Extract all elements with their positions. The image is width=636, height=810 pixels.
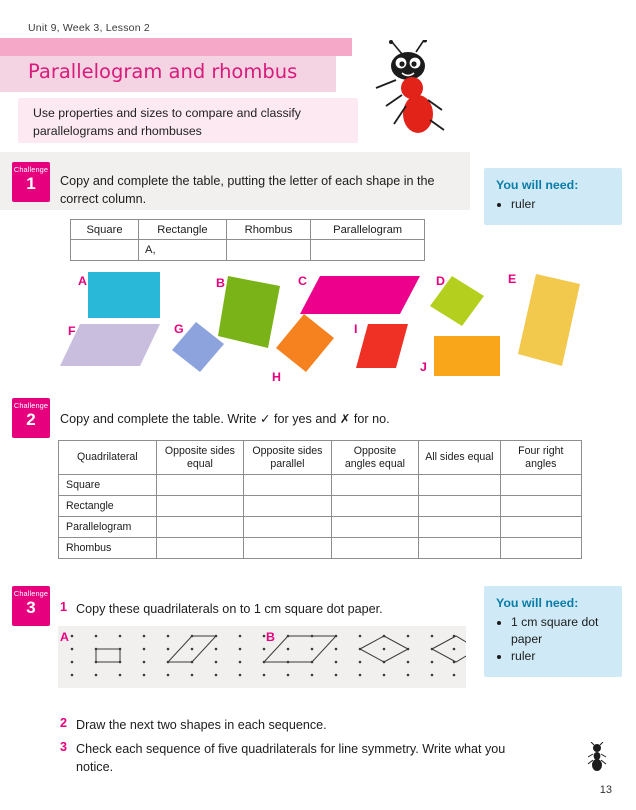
challenge-2-question: Copy and complete the table. Write ✓ for yes and ✗ for no.	[60, 412, 390, 426]
dot-shape-label-b: B	[266, 630, 275, 644]
table-cell[interactable]	[156, 538, 244, 559]
challenge-1-label: Challenge	[13, 165, 49, 174]
table-cell[interactable]	[500, 475, 581, 496]
table-cell[interactable]	[419, 475, 500, 496]
ant-illustration	[372, 40, 452, 145]
shape-label-j: J	[420, 360, 427, 374]
challenge-3-item-2-number: 2	[60, 716, 68, 730]
table-header-cell: Opposite sides equal	[156, 441, 244, 475]
table-cell[interactable]	[331, 538, 419, 559]
shape-label-h: H	[272, 370, 281, 384]
table-cell[interactable]	[244, 517, 332, 538]
table-cell[interactable]	[311, 240, 425, 261]
table-header-cell: Square	[71, 220, 139, 240]
shape-label-c: C	[298, 274, 307, 288]
shape-e	[518, 274, 580, 366]
table-row	[59, 496, 582, 517]
table-cell[interactable]	[500, 517, 581, 538]
table-row	[59, 441, 582, 475]
shapes-svg	[0, 262, 636, 390]
challenge-3-label: Challenge	[13, 589, 49, 598]
shape-h	[276, 314, 334, 372]
table-header-cell: All sides equal	[419, 441, 500, 475]
table-cell[interactable]	[331, 475, 419, 496]
you-will-need-box-1	[484, 168, 622, 225]
unit-line: Unit 9, Week 3, Lesson 2	[28, 22, 150, 34]
table-row-header: Square	[59, 475, 157, 496]
objective-text: Use properties and sizes to compare and classify parallelograms and rhombuses	[33, 106, 301, 138]
table-header-cell: Parallelogram	[311, 220, 425, 240]
table-cell[interactable]	[244, 538, 332, 559]
table-header-cell: Opposite sides parallel	[244, 441, 332, 475]
table-header-cell: Four right angles	[500, 441, 581, 475]
shape-label-a: A	[78, 274, 87, 288]
you-will-need-list-2	[496, 614, 610, 665]
challenge-1-number: 1	[26, 174, 36, 193]
table-row	[71, 220, 425, 240]
table-row-header: Parallelogram	[59, 517, 157, 538]
list-item: • 1 cm square dot paper	[511, 614, 610, 648]
table-row-header: Rhombus	[59, 538, 157, 559]
shape-label-g: G	[174, 322, 184, 336]
table-cell[interactable]	[71, 240, 139, 261]
table-quadrilateral-properties	[58, 440, 582, 559]
challenge-3-tag	[12, 586, 50, 626]
shape-label-b: B	[216, 276, 225, 290]
list-item: • ruler	[511, 648, 610, 665]
shapes-group	[0, 262, 636, 390]
table-cell[interactable]	[244, 475, 332, 496]
table-cell[interactable]	[226, 240, 310, 261]
table-shape-sort	[70, 219, 425, 261]
challenge-3-item-1-text: Copy these quadrilaterals on to 1 cm square dot paper.	[76, 602, 383, 616]
challenge-1-question: Copy and complete the table, putting the letter of each shape in the correct column.	[60, 174, 435, 206]
shape-label-i: I	[354, 322, 358, 336]
table-cell[interactable]	[156, 517, 244, 538]
header-pink-band	[0, 38, 352, 56]
challenge-3-number: 3	[26, 598, 36, 617]
challenge-3-item-1-number: 1	[60, 600, 68, 614]
table-cell[interactable]	[331, 517, 419, 538]
shape-j	[434, 336, 500, 376]
shape-c	[300, 276, 420, 314]
table-cell[interactable]	[156, 496, 244, 517]
table-cell[interactable]	[419, 517, 500, 538]
you-will-need-list-1	[496, 196, 610, 213]
dot-shape-label-a: A	[60, 630, 69, 644]
challenge-3-item-3-number: 3	[60, 740, 68, 754]
table-header-cell: Quadrilateral	[59, 441, 157, 475]
table-cell[interactable]	[419, 496, 500, 517]
table-cell[interactable]	[419, 538, 500, 559]
challenge-1-tag	[12, 162, 50, 202]
dot-paper-shapes	[58, 626, 466, 688]
shape-i	[356, 324, 408, 368]
table-cell[interactable]	[156, 475, 244, 496]
table-header-cell: Rhombus	[226, 220, 310, 240]
table-row	[59, 538, 582, 559]
table-header-cell: Rectangle	[139, 220, 227, 240]
shape-label-e: E	[508, 272, 517, 286]
shape-b	[218, 276, 280, 348]
challenge-2-number: 2	[26, 410, 36, 429]
table-row	[59, 517, 582, 538]
page-title: Parallelogram and rhombus	[28, 60, 298, 83]
challenge-2-label: Challenge	[13, 401, 49, 410]
table-cell[interactable]	[331, 496, 419, 517]
table-row-header: Rectangle	[59, 496, 157, 517]
challenge-3-item-3-text: Check each sequence of five quadrilaterals for line symmetry. Write what you notice.	[76, 742, 506, 774]
list-item: • ruler	[511, 196, 610, 213]
you-will-need-heading-1: You will need:	[496, 178, 579, 192]
table-row	[71, 240, 425, 261]
you-will-need-box-2	[484, 586, 622, 677]
challenge-2-tag	[12, 398, 50, 438]
shape-a	[88, 272, 160, 318]
table-cell[interactable]: A,	[139, 240, 227, 261]
page-number: 13	[599, 784, 612, 796]
table-cell[interactable]	[500, 496, 581, 517]
table-row	[59, 475, 582, 496]
table-cell[interactable]	[244, 496, 332, 517]
ant-footer-icon	[586, 742, 608, 772]
shape-label-d: D	[436, 274, 445, 288]
you-will-need-heading-2: You will need:	[496, 596, 579, 610]
shape-label-f: F	[68, 324, 76, 338]
table-cell[interactable]	[500, 538, 581, 559]
table-header-cell: Opposite angles equal	[331, 441, 419, 475]
challenge-3-item-2-text: Draw the next two shapes in each sequence.	[76, 718, 327, 732]
